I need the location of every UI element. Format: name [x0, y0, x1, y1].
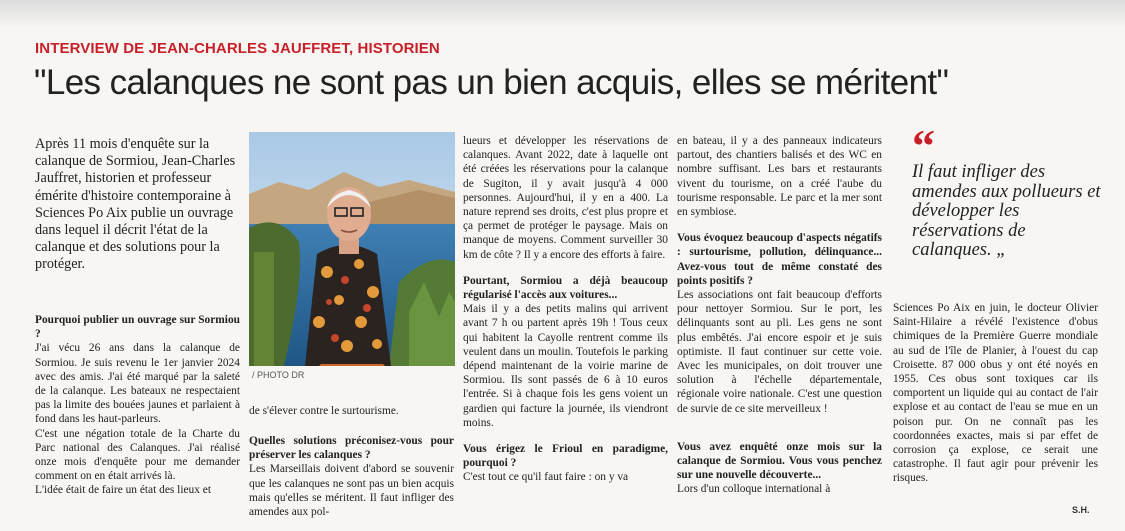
answer-5-paragraph: Les associations ont fait beaucoup d'efforts pour nettoyer Sormiou. Sur le port, les délinquants sont au pli. Les gens ne sont plus embêtés. J'ai encore espoir et je suis optimiste. Il faut continuer sur cette voie. Avec les municipales, on doit trouver une solution à l'échelle départementale, régionale voire nationale. C'est une question de survie de ce site merveilleux ! [677, 289, 882, 415]
answer-6-paragraph: Lors d'un colloque international à [677, 483, 831, 496]
answer-1-continuation: de s'élever contre le surtourisme. [249, 405, 399, 417]
answer-2-paragraph-1: Les Marseillais doivent d'abord se souvenir que les calanques ne sont pas un bien acquis mais qu'elles se méritent. Il faut infliger des amendes aux pol- [249, 463, 454, 519]
column-4 [677, 134, 882, 497]
photo-credit: / PHOTO DR [252, 370, 305, 380]
answer-3-paragraph: Mais il y a des petits malins qui arrivent avant 7 h ou partent après 19h ! Tous ceux qui habitent la Cayolle rentrent comme ils veulent dans un moulin. Toutefois le parking dépend maintenant de la voirie marine de Sormiou. Ils sont passés de 6 à 10 euros l'entrée. Si à chaque fois les gens voient un gardien qui facture la journée, ils viendront moins. [463, 303, 668, 429]
question-1: Pourquoi publier un ouvrage sur Sormiou ? [35, 314, 240, 341]
column-1 [35, 313, 240, 498]
question-2: Quelles solutions préconisez-vous pour préserver les calanques ? [249, 435, 454, 462]
column-2-top [249, 404, 454, 418]
question-4: Vous érigez le Frioul en paradigme, pourquoi ? [463, 443, 668, 470]
author-signature: S.H. [1072, 505, 1090, 515]
answer-6-continuation: Sciences Po Aix en juin, le docteur Olivier Saint-Hilaire a révélé l'existence d'obus chimiques de la Première Guerre mondiale au sud de l'île de Planier, à l'ouest du cap Croisette. 87 000 obus y ont été noyés en 1955. Ces obus sont toxiques car ils comportent un liquide qui au contact de l'air explose et au contact de l'eau se mue en un poison pur. On ne connaît pas les coordonnées exactes, mais si par effet de corrosion ça explose, ce serait une catastrophe. Il faut agir pour prévenir les risques. [893, 302, 1098, 485]
column-5 [893, 301, 1098, 486]
quote-mark-icon: “ [912, 120, 935, 171]
article-headline: "Les calanques ne sont pas un bien acquis, elles se méritent" [34, 63, 949, 102]
top-shadow [0, 0, 1125, 28]
question-6: Vous avez enquêté onze mois sur la calanque de Sormiou. Vous vous penchez sur une nouvelle découverte... [677, 440, 882, 482]
article-kicker: INTERVIEW DE JEAN-CHARLES JAUFFRET, HISTORIEN [35, 40, 440, 57]
answer-1-paragraph-2: C'est une négation totale de la Charte du Parc national des Calanques. J'ai réalisé onze mois d'enquête pour me demander comment on en était arrivés là. [35, 427, 240, 483]
pull-quote: Il faut infliger des amendes aux pollueurs et développer les réservations de calanques. „ [912, 162, 1101, 260]
answer-2-continuation: lueurs et développer les réservations de calanques. Avant 2022, date à laquelle ont été créées les réservations pour la calanque de Sugiton, il y avait jusqu'à 4 000 personnes. Aujourd'hui, il y en a 400. La nature reprend ses droits, c'est plus propre et ça permet de protéger le paysage. Mais on manque de moyens. Comment surveiller 30 km de côte ? Il y a encore des efforts à faire. [463, 135, 668, 261]
answer-4-continuation: en bateau, il y a des panneaux indicateurs partout, des chantiers balisés et des WC en nombre suffisant. Les bars et restaurants vivent du tourisme, on a créé l'aube du tourisme responsable. Le parc et la mer sont en symbiose. [677, 135, 882, 219]
lead-paragraph: Après 11 mois d'enquête sur la calanque de Sormiou, Jean-Charles Jauffret, historien et professeur émérite d'histoire contemporaine à Sciences Po Aix publie un ouvrage dans lequel il décrit l'état de la calanque et des solutions pour la protéger. [35, 136, 236, 273]
column-3 [463, 134, 668, 485]
column-2 [249, 434, 454, 519]
portrait-photo [249, 132, 455, 366]
question-3: Pourtant, Sormiou a déjà beaucoup régularisé l'accès aux voitures... [463, 274, 668, 302]
answer-4-paragraph: C'est tout ce qu'il faut faire : on y va [463, 471, 629, 484]
article-lead [35, 136, 241, 274]
answer-1-paragraph-3: L'idée était de faire un état des lieux et [35, 484, 211, 497]
answer-1-paragraph-1: J'ai vécu 26 ans dans la calanque de Sormiou. Je suis revenu le 1er janvier 2024 avec des amis. J'ai été marqué par la saleté de la calanque. Les bateaux ne respectaient pas la limite des bouées jaunes et parlaient à fond dans les haut-parleurs. [35, 342, 240, 426]
question-5: Vous évoquez beaucoup d'aspects négatifs : surtourisme, pollution, délinquance... Avez-vous tout de même constaté des points positifs ? [677, 232, 882, 287]
